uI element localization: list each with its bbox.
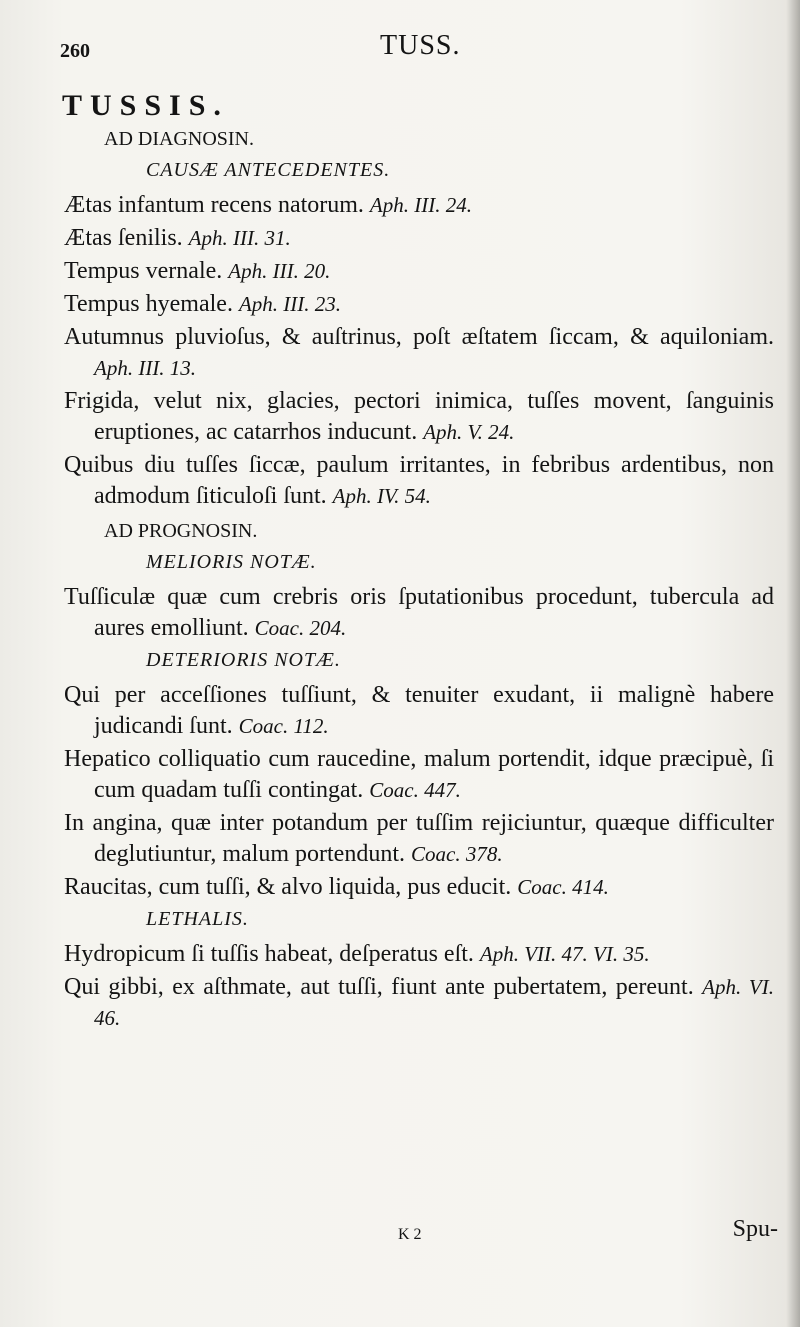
signature-mark: K 2 (398, 1226, 422, 1243)
text-entry: Hydropicum ſi tuſſis habeat, deſperatus eſt. Aph. VII. 47. VI. 35. (64, 941, 650, 967)
text-entry: Ætas ſenilis. Aph. III. 31. (64, 225, 291, 251)
lethalis-list (62, 939, 774, 1034)
reference: Aph. VII. 47. VI. 35. (479, 942, 650, 966)
text-entry: Raucitas, cum tuſſi, & alvo liquida, pus educit. Coac. 414. (64, 874, 609, 900)
reference: Coac. 378. (411, 842, 503, 866)
reference: Aph. III. 23. (238, 292, 341, 316)
entry-title: TUSSIS. (62, 89, 229, 122)
catchword: Spu- (732, 1216, 778, 1242)
page-number: 260 (60, 40, 90, 62)
running-head: TUSS. (380, 30, 461, 61)
reference: Coac. 112. (238, 714, 329, 738)
text-entry: In angina, quæ inter potandum per tuſſim rejiciuntur, quæque difficulter deglutiuntur, malum portendunt. Coac. 378. (64, 810, 774, 867)
subsection-heading-melioris: MELIORIS NOTÆ. (146, 551, 317, 573)
subsection-heading-deterioris: DETERIORIS NOTÆ. (146, 649, 341, 671)
subsection-heading-lethalis: LETHALIS. (146, 908, 249, 930)
reference: Coac. 414. (517, 875, 609, 899)
reference: Aph. III. 13. (94, 356, 197, 380)
page-header (60, 28, 760, 68)
text-entry: Tempus hyemale. Aph. III. 23. (64, 291, 341, 317)
text-entry: Tuſſiculæ quæ cum crebris oris ſputationibus procedunt, tubercula ad aures emolliunt. Coac. 204. (64, 584, 774, 641)
reference: Aph. VI. 46. (94, 975, 775, 1030)
subsection-heading-causae: CAUSÆ ANTECEDENTES. (146, 159, 391, 181)
melioris-list (62, 582, 774, 644)
text-entry: Qui gibbi, ex aſthmate, aut tuſſi, fiunt ante pubertatem, pereunt. Aph. VI. 46. (64, 974, 775, 1030)
text-entry: Frigida, velut nix, glacies, pectori inimica, tuſſes movent, ſanguinis eruptiones, ac catarrhos inducunt. Aph. V. 24. (64, 388, 774, 445)
text-entry: Autumnus pluvioſus, & auſtrinus, poſt æſtatem ſiccam, & aquiloniam. Aph. III. 13. (64, 324, 774, 380)
reference: Aph. IV. 54. (332, 484, 431, 508)
text-entry: Hepatico colliquatio cum raucedine, malum portendit, idque præcipuè, ſi cum quadam tuſſi contingat. Coac. 447. (64, 746, 774, 803)
reference: Aph. III. 24. (369, 193, 472, 217)
reference: Coac. 204. (254, 616, 347, 640)
deterioris-list (62, 680, 774, 903)
page-content (62, 88, 774, 1036)
section-heading-prognosis: AD PROGNOSIN. (104, 520, 258, 542)
reference: Aph. V. 24. (423, 420, 515, 444)
causae-list (62, 190, 774, 512)
reference: Aph. III. 20. (228, 259, 331, 283)
reference: Aph. III. 31. (188, 226, 291, 250)
text-entry: Ætas infantum recens natorum. Aph. III. 24. (64, 192, 472, 218)
reference: Coac. 447. (369, 778, 461, 802)
text-entry: Tempus vernale. Aph. III. 20. (64, 258, 331, 284)
section-heading-diagnosis: AD DIAGNOSIN. (104, 128, 254, 150)
text-entry: Qui per acceſſiones tuſſiunt, & tenuiter exudant, ii malignè habere judicandi ſunt. Coac. 112. (64, 682, 774, 739)
page-edge-shadow (786, 0, 800, 1327)
text-entry: Quibus diu tuſſes ſiccæ, paulum irritantes, in febribus ardentibus, non admodum ſiticuloſi ſunt. Aph. IV. 54. (64, 452, 774, 509)
